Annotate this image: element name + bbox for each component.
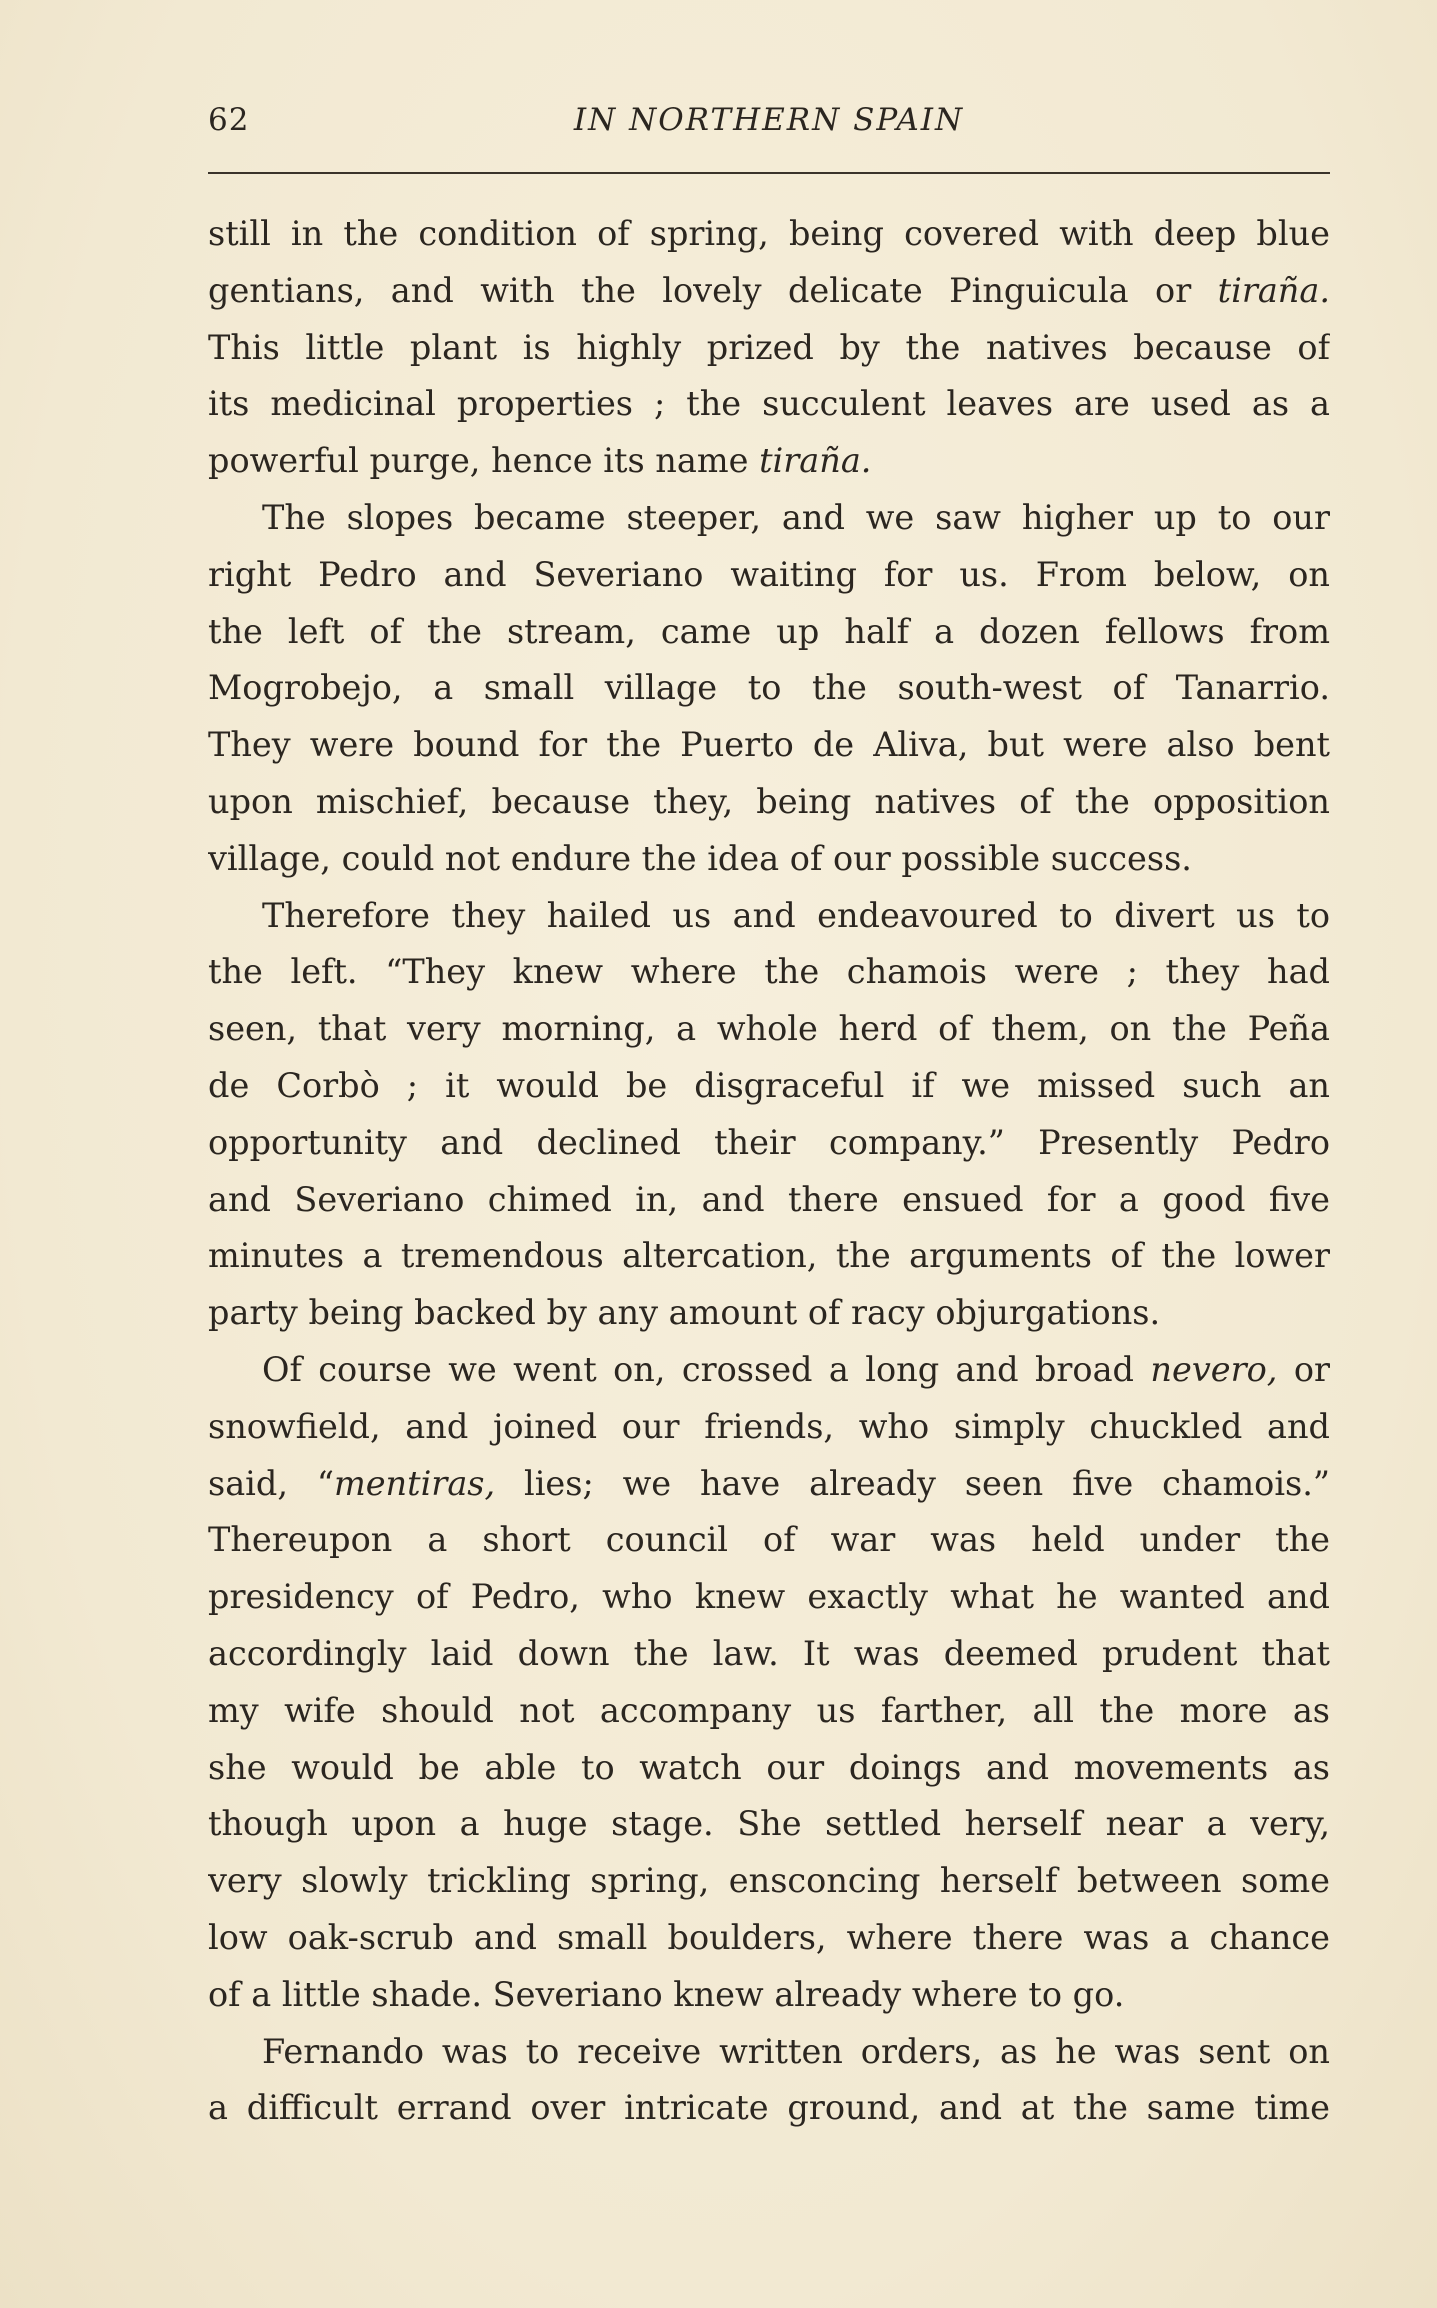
text-line xyxy=(208,1740,1330,1797)
text-line xyxy=(208,660,1330,717)
running-title: IN NORTHERN SPAIN xyxy=(573,102,965,138)
text-segment: This little plant is highly prized by the natives because of xyxy=(208,327,1330,367)
text-line xyxy=(208,774,1330,831)
text-line xyxy=(208,1399,1330,1456)
text-line xyxy=(208,1853,1330,1910)
text-line xyxy=(208,1456,1330,1513)
text-segment: Of course we went on, crossed a long and broad xyxy=(262,1349,1151,1389)
text-segment: party being backed by any amount of racy objurgations. xyxy=(208,1293,1161,1333)
text-segment: still in the condition of spring, being covered with deep blue xyxy=(208,214,1330,253)
text-line xyxy=(208,1058,1330,1115)
text-segment: the left. “They knew where the chamois were ; they had xyxy=(208,952,1330,992)
text-segment: de Corbò ; it would be disgraceful if we missed such an xyxy=(208,1065,1330,1105)
page-number: 62 xyxy=(208,102,250,138)
text-line xyxy=(208,1967,1330,2024)
page-header xyxy=(208,102,1330,148)
text-line xyxy=(208,1512,1330,1569)
text-segment: powerful purge, hence its name xyxy=(208,441,760,481)
text-segment: low oak-scrub and small boulders, where there was a chance xyxy=(208,1917,1330,1957)
text-segment: Mogrobejo, a small village to the south-west of Tanarrio. xyxy=(208,668,1330,708)
text-line xyxy=(208,490,1330,547)
text-line xyxy=(208,2024,1330,2081)
text-line xyxy=(208,1342,1330,1399)
text-line xyxy=(208,1285,1330,1342)
text-line xyxy=(208,1626,1330,1683)
text-segment: and Severiano chimed in, and there ensued for a good five xyxy=(208,1179,1330,1219)
body-text xyxy=(208,206,1330,2137)
text-segment: said, “ xyxy=(208,1463,334,1503)
text-segment: Thereupon a short council of war was held under the xyxy=(208,1520,1330,1560)
italic-term: tiraña. xyxy=(759,441,872,481)
text-segment: the left of the stream, came up half a dozen fellows from xyxy=(208,611,1330,651)
text-line xyxy=(208,1228,1330,1285)
text-line xyxy=(208,604,1330,661)
italic-term: tiraña. xyxy=(1217,270,1330,310)
text-line xyxy=(208,206,1330,263)
text-segment: a difficult errand over intricate ground, and at the same time xyxy=(208,2088,1330,2128)
text-segment: minutes a tremendous altercation, the arguments of the lower xyxy=(208,1236,1330,1276)
text-line xyxy=(208,1115,1330,1172)
text-line xyxy=(208,376,1330,433)
italic-term: nevero, xyxy=(1150,1349,1278,1389)
text-segment: my wife should not accompany us farther, all the more as xyxy=(208,1690,1330,1730)
text-segment: seen, that very morning, a whole herd of them, on the Peña xyxy=(208,1009,1330,1049)
text-line xyxy=(208,944,1330,1001)
text-line xyxy=(208,320,1330,377)
text-segment: Therefore they hailed us and endeavoured to divert us to xyxy=(262,895,1330,935)
text-line xyxy=(208,1683,1330,1740)
text-segment: upon mischief, because they, being natives of the opposition xyxy=(208,781,1330,821)
header-rule xyxy=(208,172,1330,174)
text-segment: presidency of Pedro, who knew exactly what he wanted and xyxy=(208,1577,1330,1617)
text-line xyxy=(208,831,1330,888)
text-segment: of a little shade. Severiano knew already where to go. xyxy=(208,1974,1125,2014)
text-line xyxy=(208,547,1330,604)
text-line xyxy=(208,433,1330,490)
text-segment: accordingly laid down the law. It was deemed prudent that xyxy=(208,1633,1330,1673)
text-line xyxy=(208,1172,1330,1229)
text-segment: The slopes became steeper, and we saw higher up to our xyxy=(262,497,1330,537)
text-line xyxy=(208,888,1330,945)
text-segment: Fernando was to receive written orders, as he was sent on xyxy=(262,2031,1330,2071)
italic-term: mentiras, xyxy=(333,1463,496,1503)
text-line xyxy=(208,263,1330,320)
text-line xyxy=(208,1001,1330,1058)
text-segment: she would be able to watch our doings and movements as xyxy=(208,1747,1330,1787)
text-segment: though upon a huge stage. She settled herself near a very, xyxy=(208,1804,1330,1844)
text-segment: gentians, and with the lovely delicate Pinguicula or xyxy=(208,270,1218,310)
text-segment: village, could not endure the idea of our possible success. xyxy=(208,838,1192,878)
text-segment: opportunity and declined their company.” Presently Pedro xyxy=(208,1122,1330,1162)
text-segment: right Pedro and Severiano waiting for us. From below, on xyxy=(208,554,1330,594)
text-line xyxy=(208,1569,1330,1626)
text-segment: very slowly trickling spring, ensconcing herself between some xyxy=(208,1861,1330,1901)
text-segment: its medicinal properties ; the succulent leaves are used as a xyxy=(208,384,1330,424)
text-segment: or xyxy=(1277,1349,1330,1389)
text-line xyxy=(208,717,1330,774)
text-line xyxy=(208,1796,1330,1853)
text-line xyxy=(208,2080,1330,2137)
text-segment: snowfield, and joined our friends, who simply chuckled and xyxy=(208,1406,1330,1446)
text-line xyxy=(208,1910,1330,1967)
text-segment: They were bound for the Puerto de Aliva, but were also bent xyxy=(208,725,1330,765)
text-segment: lies; we have already seen five chamois.” xyxy=(495,1463,1330,1503)
